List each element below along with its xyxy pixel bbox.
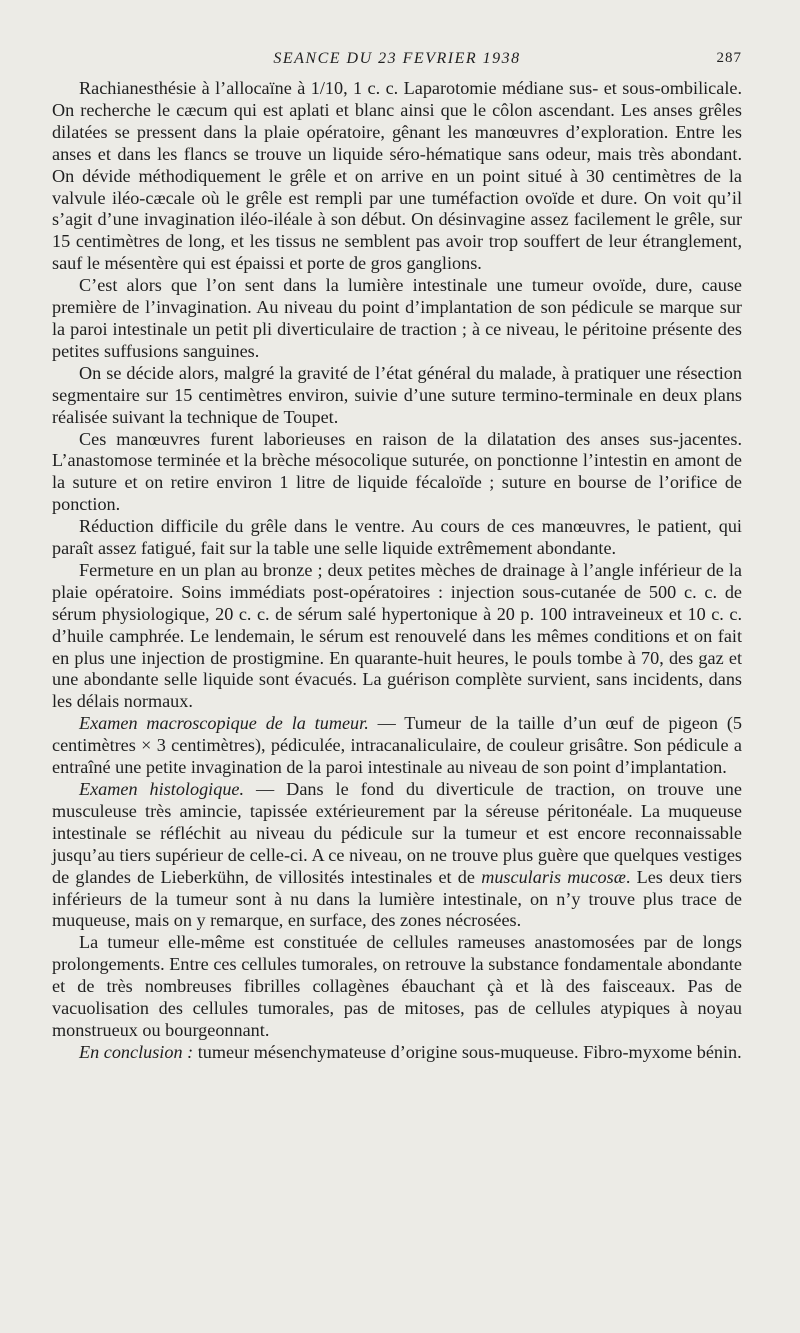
paragraph-conclusion [52, 1042, 742, 1064]
histologic-text-a: — Dans le fond du diverticule de traction, on trouve une musculeuse très amincie, tapissée extérieurement par la séreuse péritonéale. La muqueuse intestinale se réfléchit au niveau du pédicule sur la tumeur et est encore reconnaissable jusqu’au tiers supérieur de celle-ci. A ce niveau, on ne trouve plus guère que quelques vestiges de glandes de Lieberkühn, de villosités intestinales et de [52, 779, 742, 887]
paragraph-tumor-structure: La tumeur elle-même est constituée de cellules rameuses anastomosées par de longs prolongements. Entre ces cellules tumorales, on retrouve la substance fondamentale abondante et de très nombreuses fibrilles collagènes ébauchant çà et là des faisceaux. Pas de vacuolisation des cellules tumorales, pas de mitoses, pas de cellules atypiques à noyau monstrueux ou bourgeonnant. [52, 932, 742, 1040]
section-lead-histologic: Examen histologique. [79, 779, 245, 799]
paragraph-resection: On se décide alors, malgré la gravité de l’état général du malade, à pratiquer une résection segmentaire sur 15 centimètres environ, suivie d’une suture termino-terminale en deux plans réalisée suivant la technique de Toupet. [52, 362, 742, 427]
section-lead-macroscopic: Examen macroscopique de la tumeur. [79, 713, 369, 734]
body-text [52, 78, 742, 1064]
running-header [52, 50, 742, 78]
conclusion-text: tumeur mésenchymateuse d’origine sous-muqueuse. Fibro-myxome bénin. [193, 1041, 742, 1062]
running-title: SEANCE DU 23 FEVRIER 1938 [273, 50, 521, 67]
paragraph-tumor-found: C’est alors que l’on sent dans la lumière intestinale une tumeur ovoïde, dure, cause première de l’invagination. Au niveau du point d’implantation de son pédicule se marque sur la paroi intestinale un petit pli diverticulaire de traction ; à ce niveau, le péritoine présente des petites suffusions sanguines. [52, 275, 742, 361]
page-number: 287 [716, 50, 742, 66]
histologic-italic-term: muscularis mucosæ [481, 866, 626, 887]
histologic-text-b: . Les deux tiers inférieurs de la tumeur sont à nu dans la lumière intestinale, on n’y trouve plus trace de muqueuse, mais on y remarque, en surface, des zones nécrosées. [52, 866, 742, 931]
paragraph-macroscopic [52, 713, 742, 779]
paragraph-operation: Rachianesthésie à l’allocaïne à 1/10, 1 c. c. Laparotomie médiane sus- et sous-ombilicale. On recherche le cæcum qui est aplati et blanc ainsi que le côlon ascendant. Les anses grêles dilatées se pressent dans la plaie opératoire, gênant les manœuvres d’exploration. Entre les anses et dans les flancs se trouve un liquide séro-hématique sans odeur, mais très abondant. On dévide méthodiquement le grêle et on arrive en un point situé à 30 centimètres de la valvule iléo-cæcale où le grêle est rempli par une tuméfaction ovoïde et dure. On voit qu’il s’agit d’une invagination iléo-iléale à son début. On désinvagine assez facilement le grêle, sur 15 centimètres de long, et les tissus ne semblent pas avoir trop souffert de leur étranglement, sauf le mésentère qui est épaissi et porte de gros ganglions. [52, 78, 742, 274]
paragraph-reduction: Réduction difficile du grêle dans le ventre. Au cours de ces manœuvres, le patient, qui paraît assez fatigué, fait sur la table une selle liquide extrêmement abondante. [52, 516, 742, 559]
paragraph-closure-postop: Fermeture en un plan au bronze ; deux petites mèches de drainage à l’angle inférieur de la plaie opératoire. Soins immédiats post-opératoires : injection sous-cutanée de 500 c. c. de sérum physiologique, 20 c. c. de sérum salé hypertonique à 20 p. 100 intraveineux et 10 c. c. d’huile camphrée. Le lendemain, le sérum est renouvelé dans les mêmes conditions et on fait en plus une injection de prostigmine. En quarante-huit heures, le pouls tombe à 70, des gaz et une abondante selle liquide sont évacués. La guérison complète survient, sans incidents, dans les délais normaux. [52, 559, 742, 712]
section-lead-conclusion: En conclusion : [79, 1041, 194, 1062]
macroscopic-text: — Tumeur de la taille d’un œuf de pigeon (5 centimètres × 3 centimètres), pédiculée, intracanaliculaire, de couleur grisâtre. Son pédicule a entraîné une petite invagination de la paroi intestinale au niveau de son point d’implantation. [52, 713, 742, 778]
paragraph-histologic [52, 779, 742, 932]
paragraph-anastomosis: Ces manœuvres furent laborieuses en raison de la dilatation des anses sus-jacentes. L’anastomose terminée et la brèche mésocolique suturée, on ponctionne l’intestin en amont de la suture et on retire environ 1 litre de liquide fécaloïde ; suture en bourse de l’orifice de ponction. [52, 428, 742, 515]
